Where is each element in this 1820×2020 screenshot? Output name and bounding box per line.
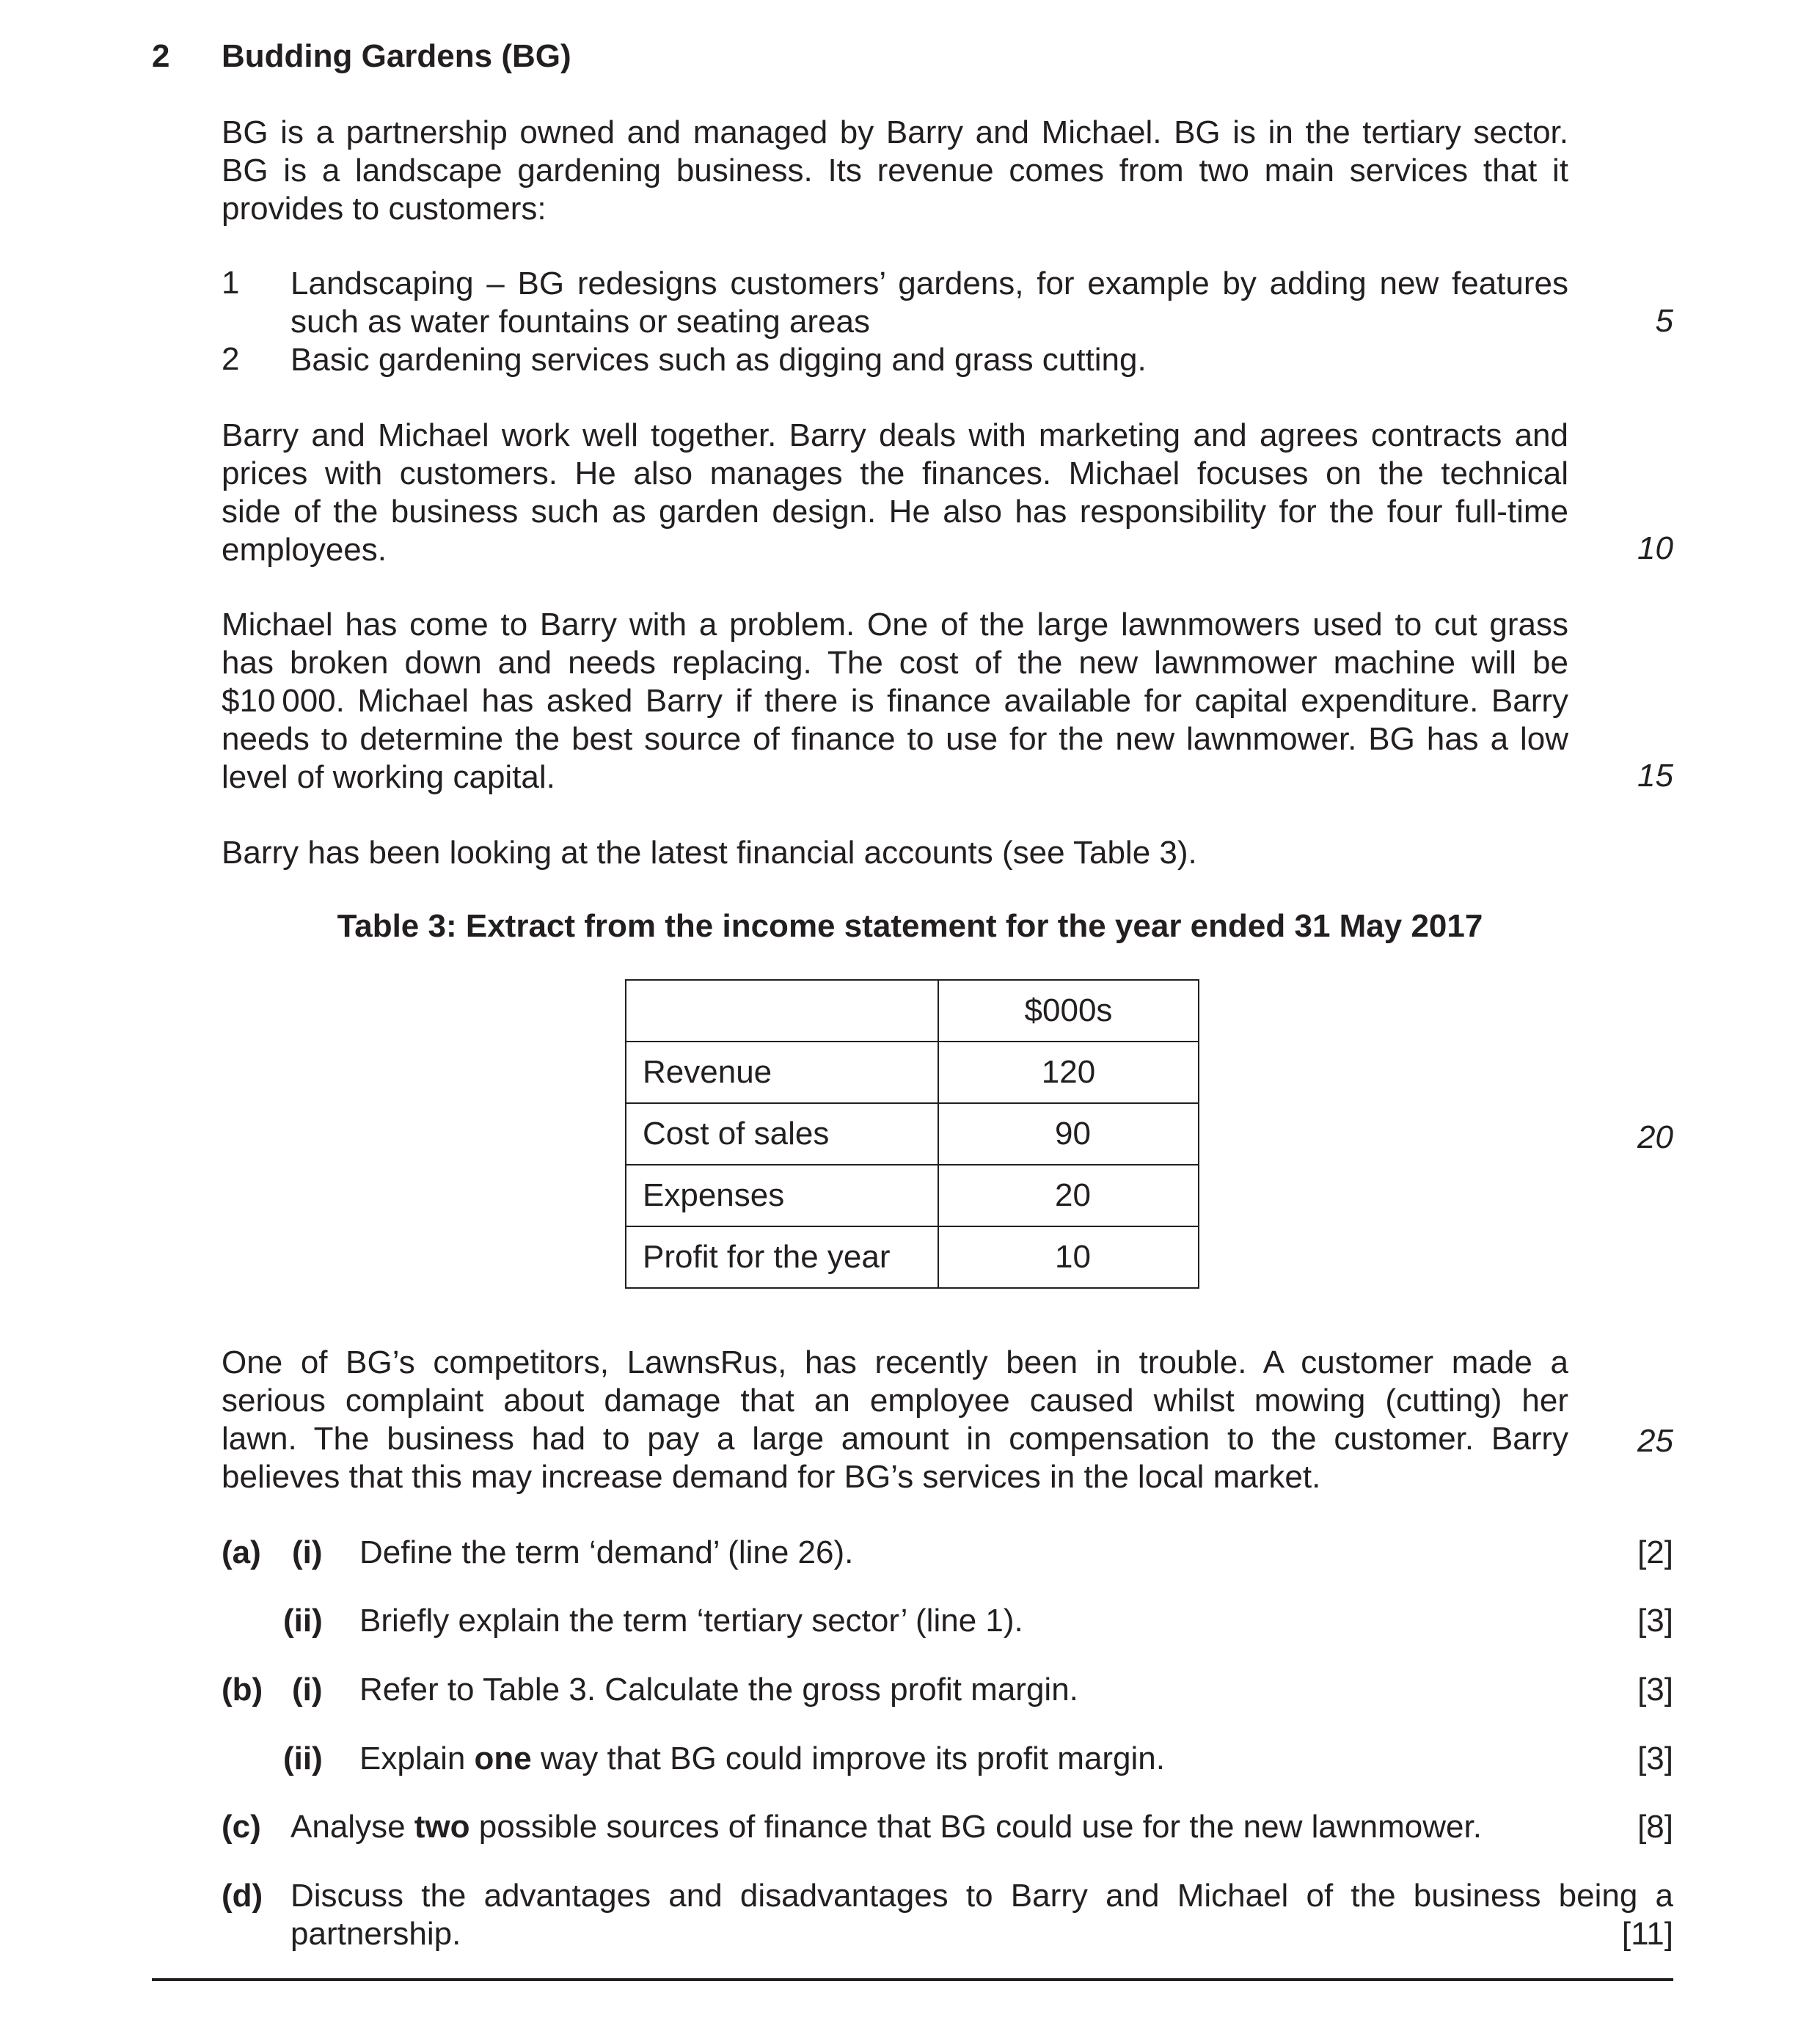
- line-number: 15: [1637, 758, 1673, 794]
- paragraph-line: has broken down and needs replacing. The cost of the new lawnmower machine will be: [222, 645, 1568, 681]
- emphasis: one: [474, 1741, 532, 1776]
- table-row: [626, 1226, 1199, 1288]
- paragraph-line: believes that this may increase demand for BG’s services in the local market.: [222, 1459, 1321, 1495]
- service-line: such as water fountains or seating areas: [290, 304, 871, 340]
- intro-paragraph: [222, 114, 1568, 228]
- marks: [11]: [1621, 1916, 1673, 1952]
- subquestion-sublabel: (i): [292, 1534, 323, 1570]
- paragraph-line: Michael has come to Barry with a problem. One of the large lawnmowers used to cut grass: [222, 607, 1568, 643]
- table-header-cell: [626, 980, 938, 1042]
- marks: [3]: [1637, 1603, 1673, 1639]
- table-row-value: 120: [938, 1042, 1199, 1103]
- table-row: [626, 1165, 1199, 1226]
- service-item: [290, 341, 1568, 379]
- text-span: way that BG could improve its profit margin.: [531, 1741, 1166, 1776]
- marks: [8]: [1637, 1809, 1673, 1845]
- income-statement-table: [625, 979, 1199, 1289]
- text-span: possible sources of finance that BG could use for the new lawnmower.: [469, 1809, 1482, 1845]
- subquestion-text: Define the term ‘demand’ (line 26).: [359, 1534, 854, 1570]
- paragraph-line: side of the business such as garden design. He also has responsibility for the four full-time: [222, 494, 1568, 530]
- paragraph-line: level of working capital.: [222, 759, 555, 795]
- marks: [3]: [1637, 1672, 1673, 1708]
- subquestion-text: [359, 1741, 1165, 1777]
- paragraph-line: lawn. The business had to pay a large amount in compensation to the customer. Barry: [222, 1421, 1568, 1457]
- paragraph-line: $10 000. Michael has asked Barry if there is finance available for capital expenditure. Barry: [222, 683, 1568, 719]
- emphasis: two: [414, 1809, 470, 1845]
- table-row-value: 20: [938, 1165, 1199, 1226]
- intro-line: BG is a landscape gardening business. Its revenue comes from two main services that it: [222, 153, 1568, 189]
- table-header-row: [626, 980, 1199, 1042]
- subquestion-sublabel: (i): [292, 1672, 323, 1708]
- text-span: Analyse: [290, 1809, 414, 1845]
- subquestion-label: (c): [222, 1809, 261, 1845]
- table-row-label: Revenue: [626, 1042, 938, 1103]
- paragraph-line: needs to determine the best source of finance to use for the new lawnmower. BG has a low: [222, 721, 1568, 757]
- service-line: Landscaping – BG redesigns customers’ gardens, for example by adding new features: [290, 266, 1568, 301]
- table-row: [626, 1042, 1199, 1103]
- subquestion-label: (d): [222, 1878, 263, 1914]
- service-item: [290, 265, 1568, 341]
- paragraph-line: One of BG’s competitors, LawnsRus, has recently been in trouble. A customer made a: [222, 1344, 1568, 1380]
- paragraph-lawnmower: [222, 606, 1568, 797]
- marks: [2]: [1637, 1534, 1673, 1570]
- paragraph-line: prices with customers. He also manages the finances. Michael focuses on the technical: [222, 455, 1568, 491]
- table-row-value: 10: [938, 1226, 1199, 1288]
- line-number: 10: [1637, 530, 1673, 566]
- intro-line: BG is a partnership owned and managed by Barry and Michael. BG is in the tertiary sector.: [222, 114, 1568, 150]
- subquestion-text: Refer to Table 3. Calculate the gross profit margin.: [359, 1672, 1078, 1708]
- table-row-label: Profit for the year: [626, 1226, 938, 1288]
- paragraph-roles: [222, 417, 1568, 569]
- table-row-label: Cost of sales: [626, 1103, 938, 1165]
- service-number: 2: [222, 341, 240, 377]
- table-header-cell: $000s: [938, 980, 1199, 1042]
- table-row: [626, 1103, 1199, 1165]
- subquestion-label: (b): [222, 1672, 263, 1708]
- bottom-rule: [152, 1978, 1673, 1981]
- line-number: 25: [1637, 1423, 1673, 1459]
- service-number: 1: [222, 265, 240, 301]
- table-row-label: Expenses: [626, 1165, 938, 1226]
- service-line: Basic gardening services such as digging and grass cutting.: [290, 342, 1147, 378]
- line-number: 5: [1655, 303, 1673, 339]
- paragraph-accounts: Barry has been looking at the latest financial accounts (see Table 3).: [222, 835, 1197, 871]
- paragraph-line: Barry and Michael work well together. Barry deals with marketing and agrees contracts and: [222, 417, 1568, 453]
- subquestion-label: (a): [222, 1534, 261, 1570]
- text-span: Explain: [359, 1741, 475, 1776]
- subquestion-text: Discuss the advantages and disadvantages to Barry and Michael of the business being a: [290, 1878, 1673, 1914]
- marks: [3]: [1637, 1741, 1673, 1776]
- subquestion-sublabel: (ii): [283, 1741, 323, 1776]
- line-number: 20: [1637, 1119, 1673, 1155]
- table-caption: Table 3: Extract from the income statement for the year ended 31 May 2017: [337, 908, 1483, 944]
- question-number: 2: [152, 38, 170, 74]
- question-title: Budding Gardens (BG): [222, 38, 571, 74]
- intro-line: provides to customers:: [222, 191, 547, 227]
- subquestion-text: [290, 1809, 1482, 1845]
- paragraph-competitor: [222, 1344, 1568, 1496]
- paragraph-line: employees.: [222, 532, 387, 568]
- paragraph-line: serious complaint about damage that an employee caused whilst mowing (cutting) her: [222, 1383, 1568, 1419]
- subquestion-sublabel: (ii): [283, 1603, 323, 1639]
- subquestion-text: partnership.: [290, 1916, 461, 1952]
- table-row-value: 90: [938, 1103, 1199, 1165]
- subquestion-text: Briefly explain the term ‘tertiary sector’ (line 1).: [359, 1603, 1023, 1639]
